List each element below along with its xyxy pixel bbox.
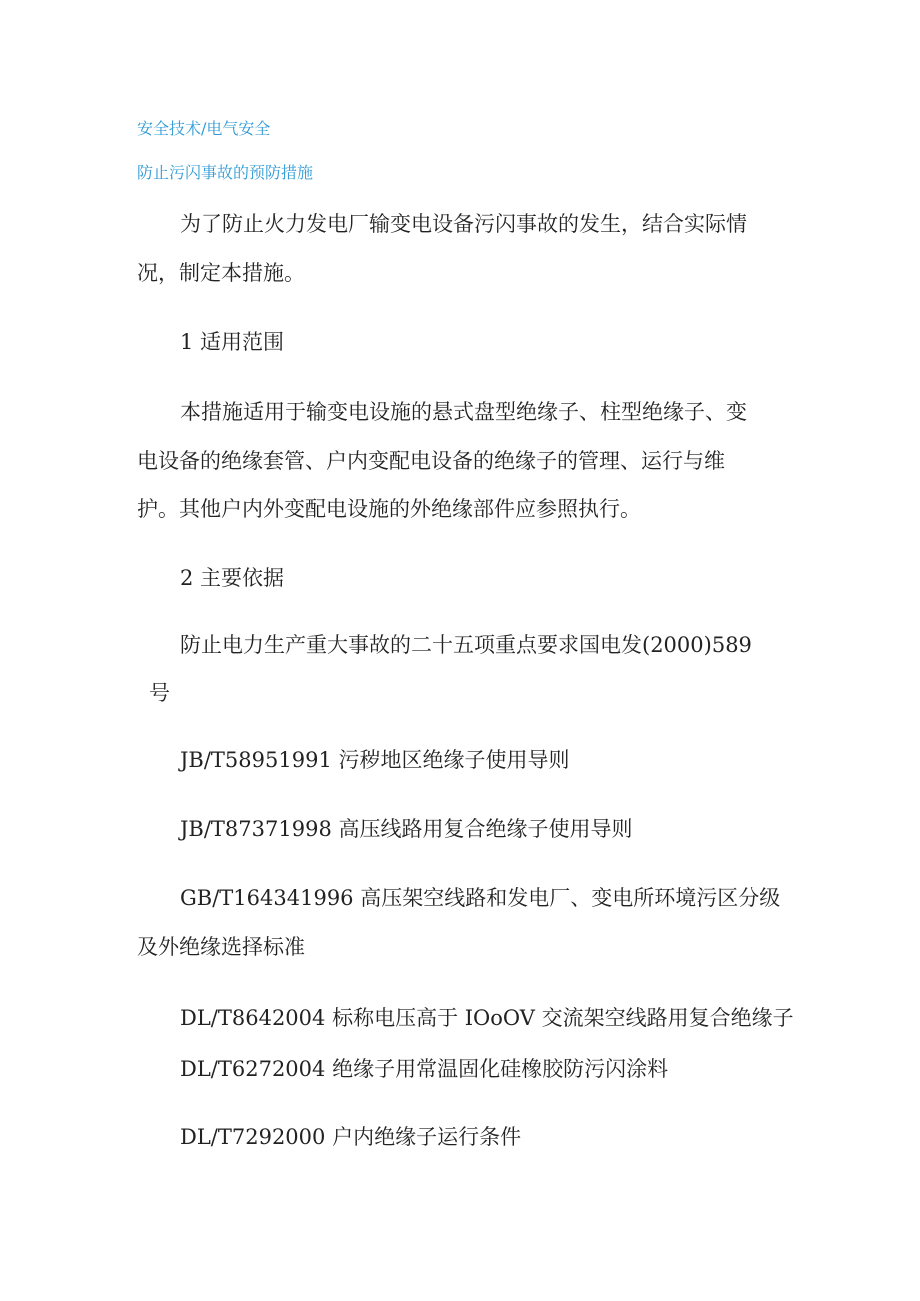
reference-2: JB/T58951991 污秽地区绝缘子使用导则 <box>180 748 570 772</box>
reference-7: DL/T7292000 户内绝缘子运行条件 <box>180 1125 522 1149</box>
section-1-line-1: 本措施适用于输变电设施的悬式盘型绝缘子、柱型绝缘子、变 <box>180 400 747 424</box>
document-title: 防止污闪事故的预防措施 <box>137 163 314 182</box>
section-2-heading: 2 主要依据 <box>180 566 285 590</box>
section-1-line-3: 护。其他户内外变配电设施的外绝缘部件应参照执行。 <box>137 497 641 521</box>
reference-1-line-2: 号 <box>149 681 170 705</box>
intro-line-1: 为了防止火力发电厂输变电设备污闪事故的发生，结合实际情 <box>180 212 747 236</box>
intro-line-2: 况，制定本措施。 <box>137 261 305 285</box>
category-breadcrumb: 安全技术/电气安全 <box>137 119 271 138</box>
section-1-line-2: 电设备的绝缘套管、户内变配电设备的绝缘子的管理、运行与维 <box>137 449 725 473</box>
reference-4-line-1: GB/T164341996 高压架空线路和发电厂、变电所环境污区分级 <box>180 886 781 910</box>
reference-4-line-2: 及外绝缘选择标准 <box>137 935 305 959</box>
reference-3: JB/T87371998 高压线路用复合绝缘子使用导则 <box>180 817 633 841</box>
reference-5: DL/T8642004 标称电压高于 IOoOV 交流架空线路用复合绝缘子 <box>180 1006 794 1030</box>
reference-1-line-1: 防止电力生产重大事故的二十五项重点要求国电发(2000)589 <box>180 633 752 657</box>
section-1-heading: 1 适用范围 <box>180 330 285 354</box>
reference-6: DL/T6272004 绝缘子用常温固化硅橡胶防污闪涂料 <box>180 1057 669 1081</box>
